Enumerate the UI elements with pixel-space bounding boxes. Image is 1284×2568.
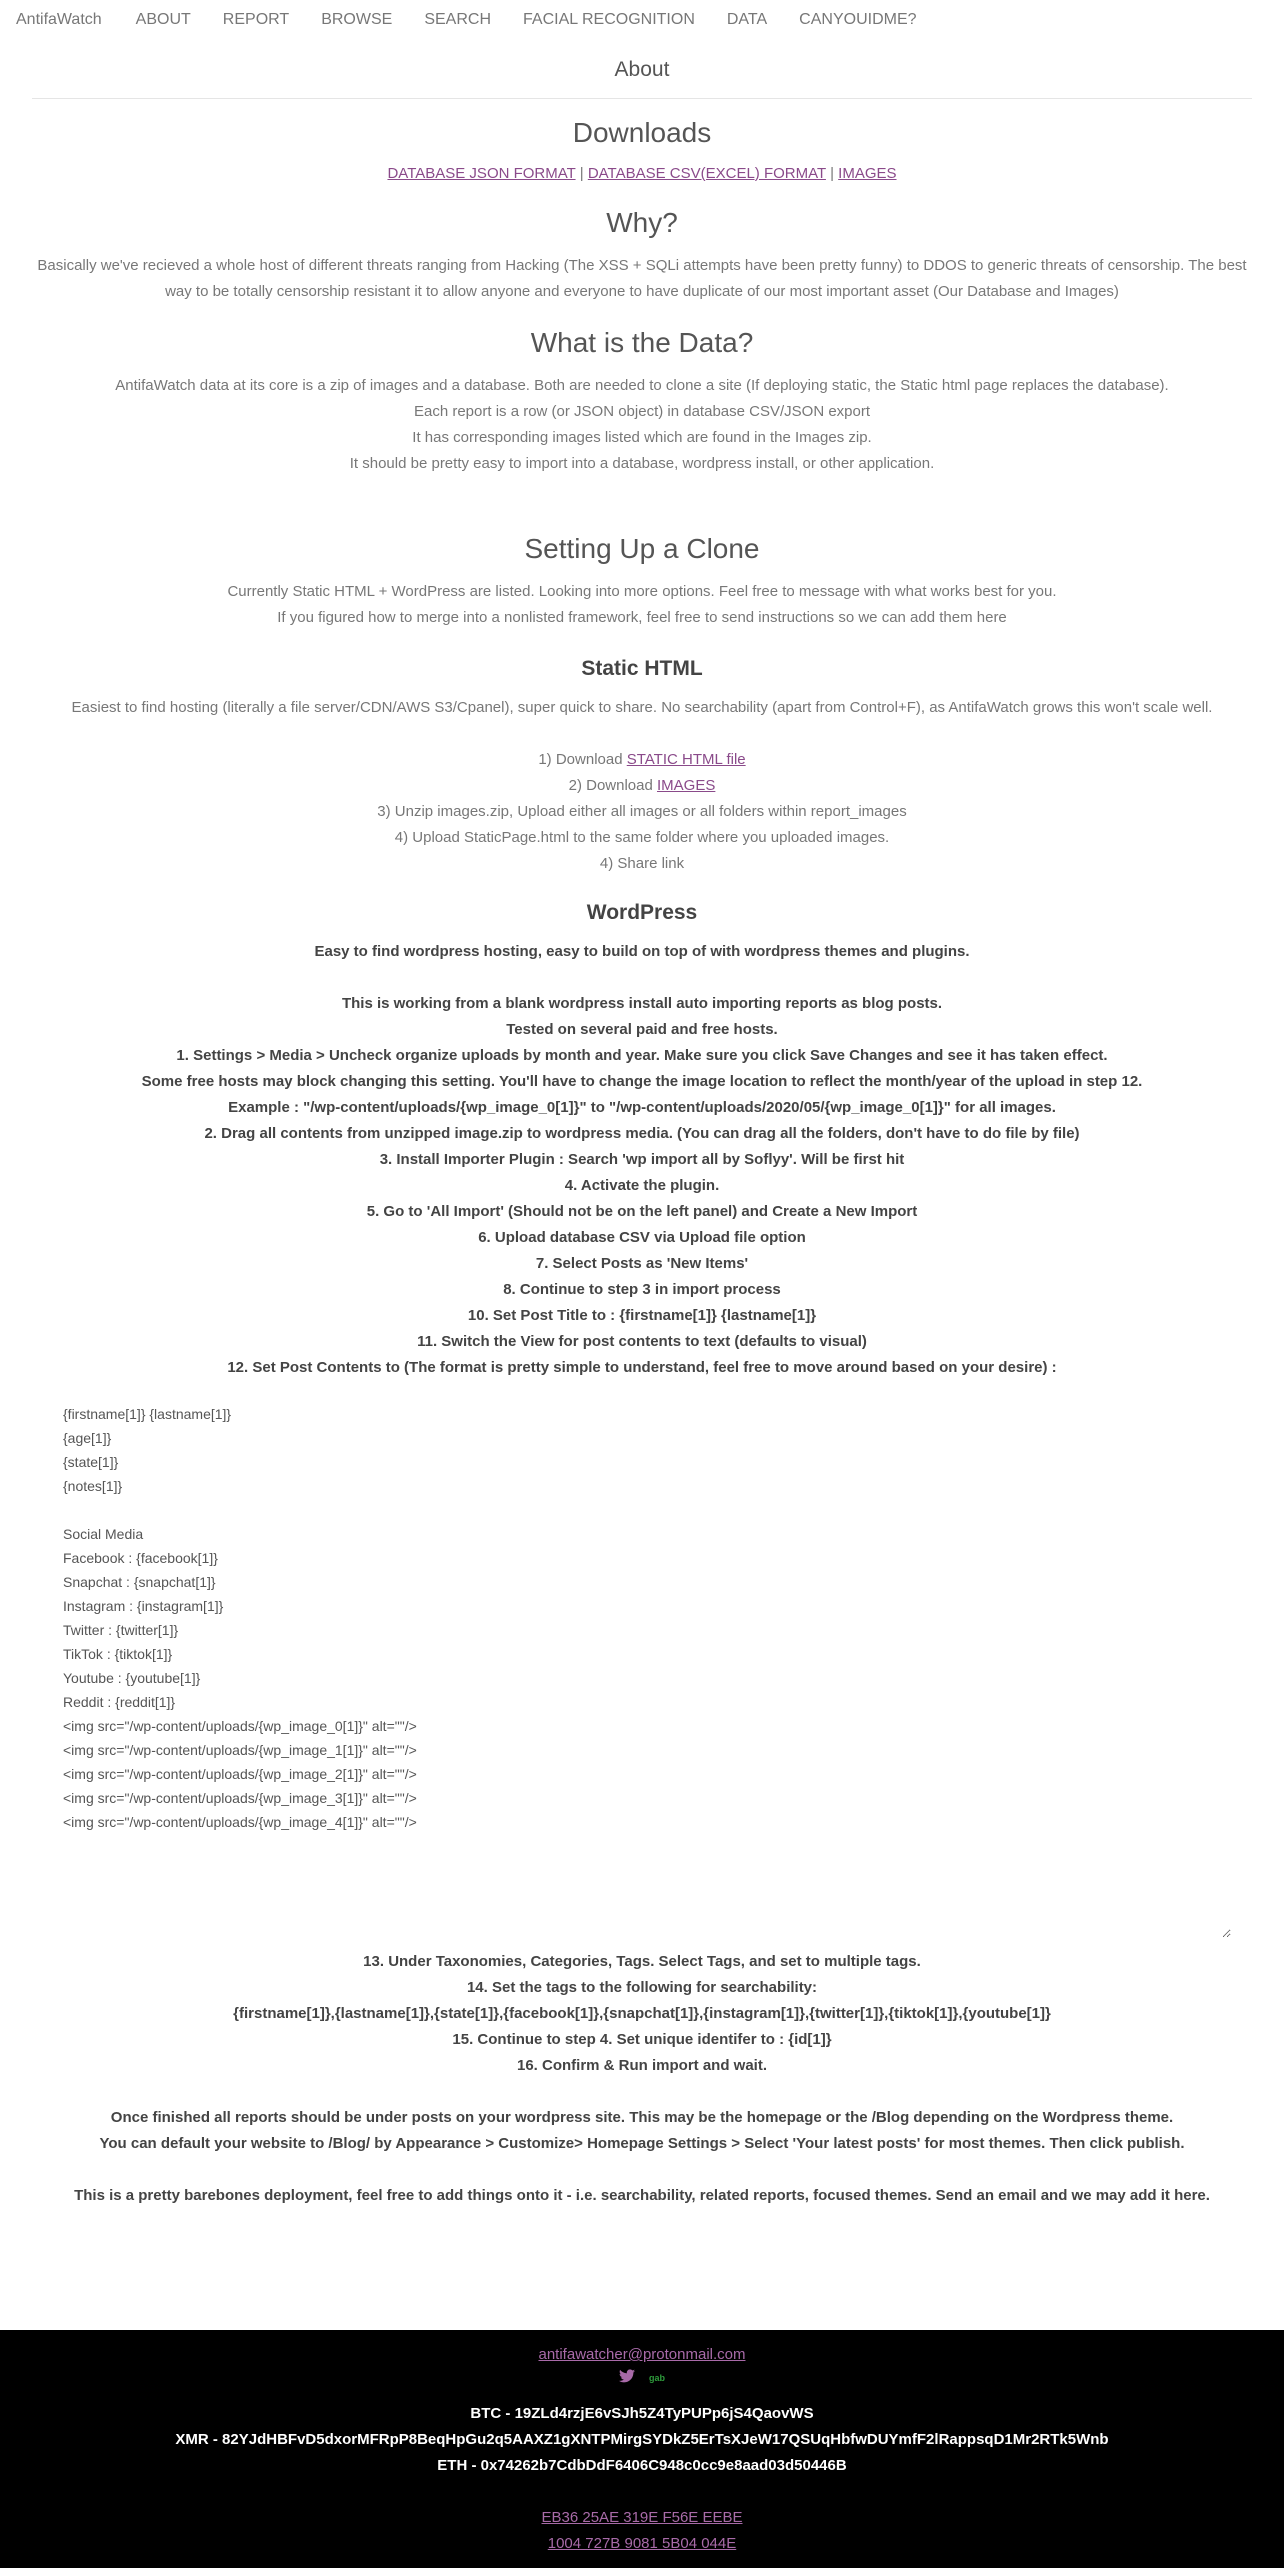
download-csv-link[interactable]: DATABASE CSV(EXCEL) FORMAT <box>587 165 826 182</box>
pgp-key-link[interactable]: 1004 727B 9081 5B04 044E <box>547 2535 737 2552</box>
download-images-link[interactable]: IMAGES <box>838 165 897 182</box>
what-line: It should be pretty easy to import into a database, wordpress install, or other application. <box>349 455 935 472</box>
wp-step: 11. Switch the View for post contents to text (defaults to visual) <box>417 1333 867 1350</box>
clone-line: If you figured how to merge into a nonlisted framework, feel free to send instructions so we can add them here <box>277 609 1007 626</box>
social-icons <box>0 2369 1284 2387</box>
clone-heading: Setting Up a Clone <box>524 533 760 564</box>
wp-step: {firstname[1]},{lastname[1]},{state[1]},{facebook[1]},{snapchat[1]},{instagram[1]},{twitter[1]},{tiktok[1]},{youtube[1]} <box>233 2005 1051 2022</box>
clone-section <box>0 533 1284 631</box>
nav-item-canyouidme[interactable]: CANYOUIDME? <box>799 11 917 28</box>
static-images-link[interactable]: IMAGES <box>657 777 716 794</box>
nav-brand[interactable]: AntifaWatch <box>16 11 102 28</box>
wordpress-intro: Easy to find wordpress hosting, easy to build on top of with wordpress themes and plugins. <box>314 943 970 960</box>
wp-step: 3. Install Importer Plugin : Search 'wp import all by Soflyy'. Will be first hit <box>379 1151 905 1168</box>
what-text <box>0 373 1284 477</box>
wp-step: Some free hosts may block changing this setting. You'll have to change the image location to reflect the month/year of the upload in step 12. Example : "/wp-content/uploads/{wp_image_0[1]}" to "/wp-content/uploads/2020/05/{wp_image_0[1]}" for all images. <box>141 1073 1143 1116</box>
why-text: Basically we've recieved a whole host of different threats ranging from Hacking (The XSS + SQLi attempts have been pretty funny) to DDOS to generic threats of censorship. The best way to be totally censorship resistant it to allow anyone and everyone to have duplicate of our most important asset (Our Database and Images) <box>37 257 1247 300</box>
what-section <box>0 327 1284 477</box>
step-text: 1) Download <box>538 751 627 768</box>
downloads-heading: Downloads <box>572 117 712 148</box>
what-line: AntifaWatch data at its core is a zip of images and a database. Both are needed to clone a site (If deploying static, the Static html page replaces the database). <box>115 377 1169 394</box>
contact-email-link[interactable]: antifawatcher@protonmail.com <box>538 2346 746 2363</box>
wp-step: 8. Continue to step 3 in import process <box>503 1281 781 1298</box>
crypto-addresses <box>0 2401 1284 2479</box>
what-line: Each report is a row (or JSON object) in database CSV/JSON export <box>413 403 871 420</box>
wordpress-steps-after <box>0 1949 1284 2079</box>
wordpress-finish <box>0 2105 1284 2157</box>
finish-line: You can default your website to /Blog/ by Appearance > Customize> Homepage Settings > Select 'Your latest posts' for most themes. Then click publish. <box>99 2135 1185 2152</box>
static-html-section <box>0 657 1284 877</box>
static-step-1 <box>0 747 1284 773</box>
btc-address: BTC - 19ZLd4rzjE6vSJh5Z4TyPUPp6jS4QaovWS <box>470 2405 814 2422</box>
link-separator: | <box>579 165 584 182</box>
static-step-3: 3) Unzip images.zip, Upload either all images or all folders within report_images <box>377 803 907 820</box>
gab-icon[interactable]: gab <box>648 2373 665 2383</box>
xmr-address: XMR - 82YJdHBFvD5dxorMFRpP8BeqHpGu2q5AAXZ1gXNTPMirgSYDkZ5ErTsXJeW17QSUqHbfwDUYmfF2lRappsqD1Mr2RTk5Wnb <box>175 2431 1109 2448</box>
divider <box>32 98 1252 99</box>
why-section <box>0 207 1284 305</box>
twitter-icon[interactable] <box>619 2369 635 2388</box>
nav-item-facial-recognition[interactable]: FACIAL RECOGNITION <box>523 11 695 28</box>
wp-step: This is working from a blank wordpress install auto importing reports as blog posts. <box>341 995 943 1012</box>
wp-step: 14. Set the tags to the following for searchability: <box>466 1979 818 1996</box>
why-heading: Why? <box>606 207 678 238</box>
download-json-link[interactable]: DATABASE JSON FORMAT <box>387 165 576 182</box>
static-html-file-link[interactable]: STATIC HTML file <box>626 751 746 768</box>
pgp-fingerprint <box>0 2505 1284 2557</box>
link-separator: | <box>830 165 834 182</box>
nav-item-about[interactable]: ABOUT <box>135 11 191 28</box>
top-nav <box>0 0 1284 40</box>
wp-step: 12. Set Post Contents to (The format is pretty simple to understand, feel free to move around based on your desire) : <box>227 1359 1057 1376</box>
page-title: About <box>614 58 670 81</box>
nav-item-search[interactable]: SEARCH <box>424 11 491 28</box>
footer <box>0 2330 1284 2568</box>
footer-email-row <box>0 2346 1284 2363</box>
static-html-intro: Easiest to find hosting (literally a file server/CDN/AWS S3/Cpanel), super quick to share. No searchability (apart from Control+F), as AntifaWatch grows this won't scale well. <box>71 699 1213 716</box>
clone-text <box>0 579 1284 631</box>
wp-step: 5. Go to 'All Import' (Should not be on the left panel) and Create a New Import <box>366 1203 918 1220</box>
nav-item-report[interactable]: REPORT <box>222 11 290 28</box>
wp-step: 10. Set Post Title to : {firstname[1]} {lastname[1]} <box>467 1307 817 1324</box>
nav-item-data[interactable]: DATA <box>726 11 768 28</box>
downloads-section <box>0 117 1284 187</box>
clone-line: Currently Static HTML + WordPress are listed. Looking into more options. Feel free to message with what works best for you. <box>227 583 1057 600</box>
wordpress-section <box>0 901 1284 2209</box>
downloads-links <box>0 161 1284 187</box>
wp-step: 16. Confirm & Run import and wait. <box>516 2057 767 2074</box>
wp-step: 4. Activate the plugin. <box>564 1177 720 1194</box>
wordpress-steps <box>120 991 1164 1381</box>
step-text: 2) Download <box>568 777 658 794</box>
wp-step: 2. Drag all contents from unzipped image.zip to wordpress media. (You can drag all the folders, don't have to do file by file) <box>204 1125 1080 1142</box>
what-line: It has corresponding images listed which are found in the Images zip. <box>412 429 872 446</box>
pgp-key-link[interactable]: EB36 25AE 319E F56E EEBE <box>541 2509 743 2526</box>
eth-address: ETH - 0x74262b7CdbDdF6406C948c0cc9e8aad03d50446B <box>437 2457 847 2474</box>
static-html-steps <box>0 747 1284 877</box>
wp-step: 1. Settings > Media > Uncheck organize uploads by month and year. Make sure you click Save Changes and see it has taken effect. <box>176 1047 1108 1064</box>
static-step-5: 4) Share link <box>599 855 685 872</box>
wp-step: 15. Continue to step 4. Set unique identifer to : {id[1]} <box>452 2031 832 2048</box>
nav-item-browse[interactable]: BROWSE <box>321 11 393 28</box>
what-heading: What is the Data? <box>530 327 754 358</box>
static-html-heading: Static HTML <box>581 657 703 680</box>
static-step-2 <box>0 773 1284 799</box>
finish-line: Once finished all reports should be under posts on your wordpress site. This may be the homepage or the /Blog depending on the Wordpress theme. <box>110 2109 1174 2126</box>
wp-step: 6. Upload database CSV via Upload file option <box>478 1229 806 1246</box>
static-step-4: 4) Upload StaticPage.html to the same folder where you uploaded images. <box>394 829 890 846</box>
post-contents-template[interactable] <box>52 1393 1232 1939</box>
wordpress-heading: WordPress <box>586 901 698 924</box>
barebones-note: This is a pretty barebones deployment, feel free to add things onto it - i.e. searchability, related reports, focused themes. Send an email and we may add it here. <box>74 2187 1210 2204</box>
wp-step: Tested on several paid and free hosts. <box>506 1021 778 1038</box>
wp-step: 13. Under Taxonomies, Categories, Tags. Select Tags, and set to multiple tags. <box>363 1953 921 1970</box>
wp-step: 7. Select Posts as 'New Items' <box>535 1255 749 1272</box>
